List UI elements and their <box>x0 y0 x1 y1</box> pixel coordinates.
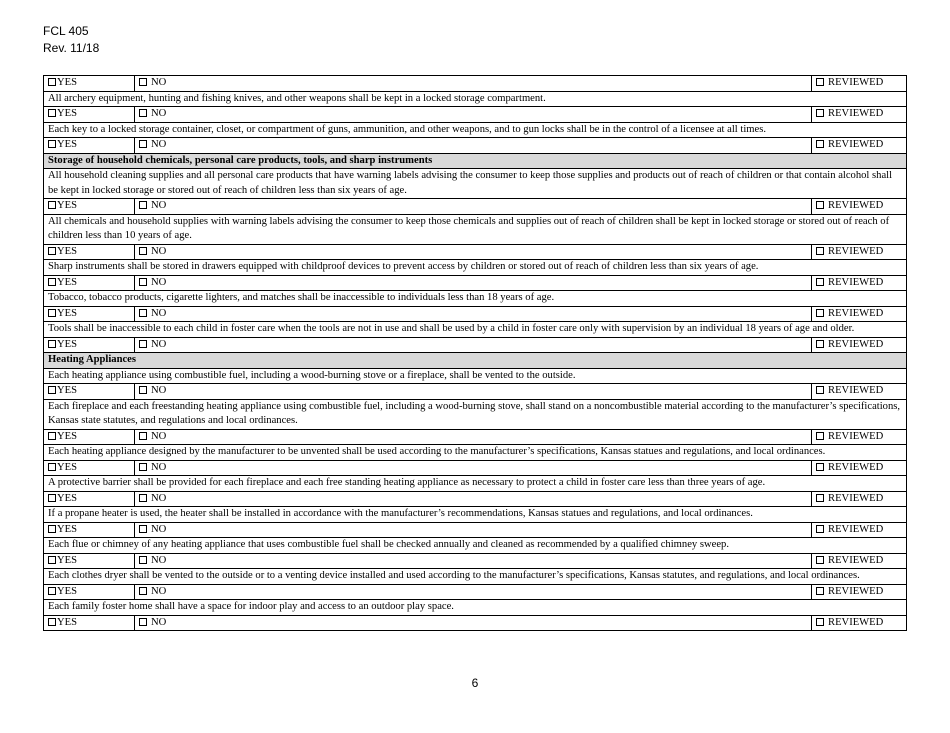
no-checkbox[interactable] <box>139 494 147 502</box>
section-heading-row <box>44 353 907 369</box>
reviewed-option[interactable] <box>812 107 907 123</box>
checklist-response-row <box>44 584 907 600</box>
reviewed-option[interactable] <box>812 199 907 215</box>
no-checkbox[interactable] <box>139 432 147 440</box>
yes-checkbox[interactable] <box>48 247 56 255</box>
yes-checkbox[interactable] <box>48 432 56 440</box>
option-label: NO <box>151 492 167 504</box>
yes-option[interactable] <box>44 107 135 123</box>
option-label: YES <box>57 200 78 211</box>
checklist-response-row <box>44 199 907 215</box>
option-label: YES <box>57 385 78 396</box>
checklist-response-row <box>44 337 907 353</box>
no-option[interactable] <box>135 199 812 215</box>
option-label: REVIEWED <box>828 554 884 566</box>
yes-checkbox[interactable] <box>48 340 56 348</box>
option-label: YES <box>57 338 78 350</box>
no-checkbox[interactable] <box>139 140 147 148</box>
yes-option[interactable] <box>44 615 135 631</box>
reviewed-option[interactable] <box>812 337 907 353</box>
requirement-text: Each key to a locked storage container, closet, or compartment of guns, ammunition, and other weapons, and to gun locks shall be in the control of a licensee at all times. <box>44 122 907 138</box>
option-label: NO <box>151 200 167 211</box>
checklist-response-row <box>44 491 907 507</box>
no-option[interactable] <box>135 460 812 476</box>
option-label: YES <box>57 461 78 473</box>
reviewed-checkbox[interactable] <box>816 109 824 117</box>
checklist-response-row <box>44 429 907 445</box>
checklist-response-row <box>44 384 907 400</box>
option-label: NO <box>151 523 167 535</box>
checklist-response-row <box>44 244 907 260</box>
no-checkbox[interactable] <box>139 618 147 626</box>
requirement-text: Tobacco, tobacco products, cigarette lighters, and matches shall be inaccessible to individuals less than 18 years of age. <box>44 291 907 307</box>
option-label: NO <box>151 554 167 566</box>
requirement-row <box>44 399 907 429</box>
option-label: YES <box>57 108 78 119</box>
option-label: REVIEWED <box>828 139 884 150</box>
yes-checkbox[interactable] <box>48 386 56 394</box>
option-label: NO <box>151 77 167 88</box>
yes-checkbox[interactable] <box>48 140 56 148</box>
option-label: YES <box>57 430 78 442</box>
no-checkbox[interactable] <box>139 463 147 471</box>
option-label: YES <box>57 139 78 150</box>
yes-option[interactable] <box>44 76 135 92</box>
option-label: NO <box>151 139 167 150</box>
no-option[interactable] <box>135 429 812 445</box>
no-option[interactable] <box>135 138 812 154</box>
reviewed-option[interactable] <box>812 584 907 600</box>
yes-checkbox[interactable] <box>48 309 56 317</box>
no-option[interactable] <box>135 337 812 353</box>
option-label: REVIEWED <box>828 307 884 319</box>
requirement-text: Each heating appliance designed by the manufacturer to be unvented shall be used according to the manufacturer’s specifications, Kansas statues and regulations, and local ordinances. <box>44 445 907 461</box>
option-label: NO <box>151 385 167 396</box>
form-revision: Rev. 11/18 <box>43 41 100 55</box>
yes-option[interactable] <box>44 460 135 476</box>
reviewed-option[interactable] <box>812 275 907 291</box>
option-label: YES <box>57 307 78 319</box>
reviewed-option[interactable] <box>812 460 907 476</box>
no-option[interactable] <box>135 491 812 507</box>
requirement-row <box>44 291 907 307</box>
requirement-row <box>44 169 907 199</box>
option-label: NO <box>151 338 167 350</box>
option-label: REVIEWED <box>828 338 884 350</box>
reviewed-checkbox[interactable] <box>816 386 824 394</box>
reviewed-checkbox[interactable] <box>816 556 824 564</box>
yes-option[interactable] <box>44 522 135 538</box>
option-label: YES <box>57 585 78 597</box>
checklist-response-row <box>44 522 907 538</box>
checklist-response-row <box>44 553 907 569</box>
requirement-row <box>44 260 907 276</box>
no-option[interactable] <box>135 584 812 600</box>
no-checkbox[interactable] <box>139 556 147 564</box>
requirement-text: If a propane heater is used, the heater shall be installed in accordance with the manufacturer’s recommendations, Kansas statues and regulations, and local ordinances. <box>44 507 907 523</box>
section-heading: Storage of household chemicals, personal care products, tools, and sharp instruments <box>44 153 907 169</box>
option-label: YES <box>57 616 78 628</box>
reviewed-checkbox[interactable] <box>816 309 824 317</box>
reviewed-option[interactable] <box>812 244 907 260</box>
requirement-text: Each family foster home shall have a space for indoor play and access to an outdoor play space. <box>44 600 907 616</box>
section-heading: Heating Appliances <box>44 353 907 369</box>
option-label: REVIEWED <box>828 523 884 535</box>
option-label: YES <box>57 276 78 288</box>
page-number: 6 <box>471 676 479 690</box>
no-option[interactable] <box>135 615 812 631</box>
reviewed-checkbox[interactable] <box>816 618 824 626</box>
reviewed-checkbox[interactable] <box>816 247 824 255</box>
reviewed-checkbox[interactable] <box>816 340 824 348</box>
no-option[interactable] <box>135 76 812 92</box>
yes-option[interactable] <box>44 199 135 215</box>
requirement-text: Tools shall be inaccessible to each child in foster care when the tools are not in use and shall be used by a child in foster care only with supervision by an individual 18 years of age and older. <box>44 322 907 338</box>
option-label: NO <box>151 245 167 257</box>
reviewed-option[interactable] <box>812 553 907 569</box>
no-checkbox[interactable] <box>139 247 147 255</box>
reviewed-option[interactable] <box>812 384 907 400</box>
no-option[interactable] <box>135 275 812 291</box>
option-label: NO <box>151 430 167 442</box>
reviewed-option[interactable] <box>812 491 907 507</box>
yes-checkbox[interactable] <box>48 463 56 471</box>
checklist-response-row <box>44 275 907 291</box>
checklist-response-row <box>44 138 907 154</box>
option-label: REVIEWED <box>828 276 884 288</box>
option-label: NO <box>151 461 167 473</box>
reviewed-checkbox[interactable] <box>816 463 824 471</box>
no-checkbox[interactable] <box>139 278 147 286</box>
requirement-text: All chemicals and household supplies with warning labels advising the consumer to keep those chemicals and supplies out of reach of children shall be kept in locked storage or stored out of reach of children less than 10 years of age. <box>44 214 907 244</box>
yes-option[interactable] <box>44 584 135 600</box>
reviewed-option[interactable] <box>812 76 907 92</box>
requirement-row <box>44 569 907 585</box>
yes-option[interactable] <box>44 306 135 322</box>
requirement-row <box>44 476 907 492</box>
reviewed-checkbox[interactable] <box>816 587 824 595</box>
option-label: YES <box>57 492 78 504</box>
no-checkbox[interactable] <box>139 525 147 533</box>
no-option[interactable] <box>135 522 812 538</box>
requirement-text: Each heating appliance using combustible fuel, including a wood-burning stove or a fireplace, shall be vented to the outside. <box>44 368 907 384</box>
yes-option[interactable] <box>44 337 135 353</box>
option-label: YES <box>57 245 78 257</box>
reviewed-checkbox[interactable] <box>816 140 824 148</box>
no-option[interactable] <box>135 384 812 400</box>
yes-option[interactable] <box>44 384 135 400</box>
yes-checkbox[interactable] <box>48 78 56 86</box>
yes-option[interactable] <box>44 244 135 260</box>
no-checkbox[interactable] <box>139 386 147 394</box>
option-label: YES <box>57 523 78 535</box>
no-checkbox[interactable] <box>139 78 147 86</box>
form-id: FCL 405 <box>43 24 89 38</box>
yes-checkbox[interactable] <box>48 201 56 209</box>
checklist-response-row <box>44 460 907 476</box>
requirement-row <box>44 445 907 461</box>
option-label: YES <box>57 554 78 566</box>
requirement-row <box>44 214 907 244</box>
checklist-response-row <box>44 306 907 322</box>
option-label: REVIEWED <box>828 385 884 396</box>
option-label: REVIEWED <box>828 245 884 257</box>
option-label: REVIEWED <box>828 461 884 473</box>
option-label: REVIEWED <box>828 108 884 119</box>
no-checkbox[interactable] <box>139 587 147 595</box>
requirement-row <box>44 322 907 338</box>
option-label: NO <box>151 307 167 319</box>
yes-checkbox[interactable] <box>48 556 56 564</box>
requirement-row <box>44 122 907 138</box>
no-checkbox[interactable] <box>139 109 147 117</box>
yes-option[interactable] <box>44 275 135 291</box>
reviewed-option[interactable] <box>812 138 907 154</box>
checklist-table <box>43 75 907 631</box>
no-option[interactable] <box>135 107 812 123</box>
requirement-text: Each clothes dryer shall be vented to the outside or to a venting device installed and used according to the manufacturer’s specifications, Kansas statutes, and regulations, and local ordinances. <box>44 569 907 585</box>
no-checkbox[interactable] <box>139 309 147 317</box>
requirement-row <box>44 91 907 107</box>
requirement-row <box>44 368 907 384</box>
checklist-response-row <box>44 107 907 123</box>
option-label: NO <box>151 585 167 597</box>
no-option[interactable] <box>135 244 812 260</box>
yes-checkbox[interactable] <box>48 525 56 533</box>
option-label: REVIEWED <box>828 200 884 211</box>
option-label: REVIEWED <box>828 430 884 442</box>
checklist-response-row <box>44 76 907 92</box>
yes-checkbox[interactable] <box>48 494 56 502</box>
yes-checkbox[interactable] <box>48 587 56 595</box>
requirement-row <box>44 538 907 554</box>
yes-option[interactable] <box>44 553 135 569</box>
yes-option[interactable] <box>44 491 135 507</box>
yes-checkbox[interactable] <box>48 109 56 117</box>
requirement-text: A protective barrier shall be provided for each fireplace and each free standing heating appliance as necessary to protect a child in foster care less than three years of age. <box>44 476 907 492</box>
no-option[interactable] <box>135 553 812 569</box>
option-label: REVIEWED <box>828 492 884 504</box>
no-option[interactable] <box>135 306 812 322</box>
requirement-text: Sharp instruments shall be stored in drawers equipped with childproof devices to prevent access by children or stored out of reach of children less than six years of age. <box>44 260 907 276</box>
section-heading-row <box>44 153 907 169</box>
reviewed-option[interactable] <box>812 429 907 445</box>
yes-option[interactable] <box>44 429 135 445</box>
option-label: NO <box>151 616 167 628</box>
reviewed-checkbox[interactable] <box>816 78 824 86</box>
option-label: NO <box>151 108 167 119</box>
yes-checkbox[interactable] <box>48 618 56 626</box>
reviewed-checkbox[interactable] <box>816 201 824 209</box>
requirement-text: All archery equipment, hunting and fishing knives, and other weapons shall be kept in a locked storage compartment. <box>44 91 907 107</box>
reviewed-checkbox[interactable] <box>816 525 824 533</box>
requirement-row <box>44 507 907 523</box>
reviewed-option[interactable] <box>812 522 907 538</box>
requirement-text: Each fireplace and each freestanding heating appliance using combustible fuel, including a wood-burning stove, shall stand on a noncombustible material according to the manufacturer’s specifications, Kansas state statutes, and regulations and local ordinances. <box>44 399 907 429</box>
option-label: REVIEWED <box>828 77 884 88</box>
requirement-row <box>44 600 907 616</box>
requirement-text: All household cleaning supplies and all personal care products that have warning labels advising the consumer to keep those supplies and products out of reach of children or that contain alcohol shall be kept in locked storage or stored out of reach of children less than six years of age. <box>44 169 907 199</box>
option-label: REVIEWED <box>828 585 884 597</box>
reviewed-checkbox[interactable] <box>816 432 824 440</box>
reviewed-checkbox[interactable] <box>816 494 824 502</box>
checklist-response-row <box>44 615 907 631</box>
no-checkbox[interactable] <box>139 201 147 209</box>
yes-option[interactable] <box>44 138 135 154</box>
requirement-text: Each flue or chimney of any heating appliance that uses combustible fuel shall be checked annually and cleaned as recommended by a qualified chimney sweep. <box>44 538 907 554</box>
yes-checkbox[interactable] <box>48 278 56 286</box>
form-header <box>43 23 99 57</box>
option-label: REVIEWED <box>828 616 884 628</box>
reviewed-option[interactable] <box>812 615 907 631</box>
option-label: NO <box>151 276 167 288</box>
option-label: YES <box>57 77 78 88</box>
reviewed-checkbox[interactable] <box>816 278 824 286</box>
reviewed-option[interactable] <box>812 306 907 322</box>
no-checkbox[interactable] <box>139 340 147 348</box>
